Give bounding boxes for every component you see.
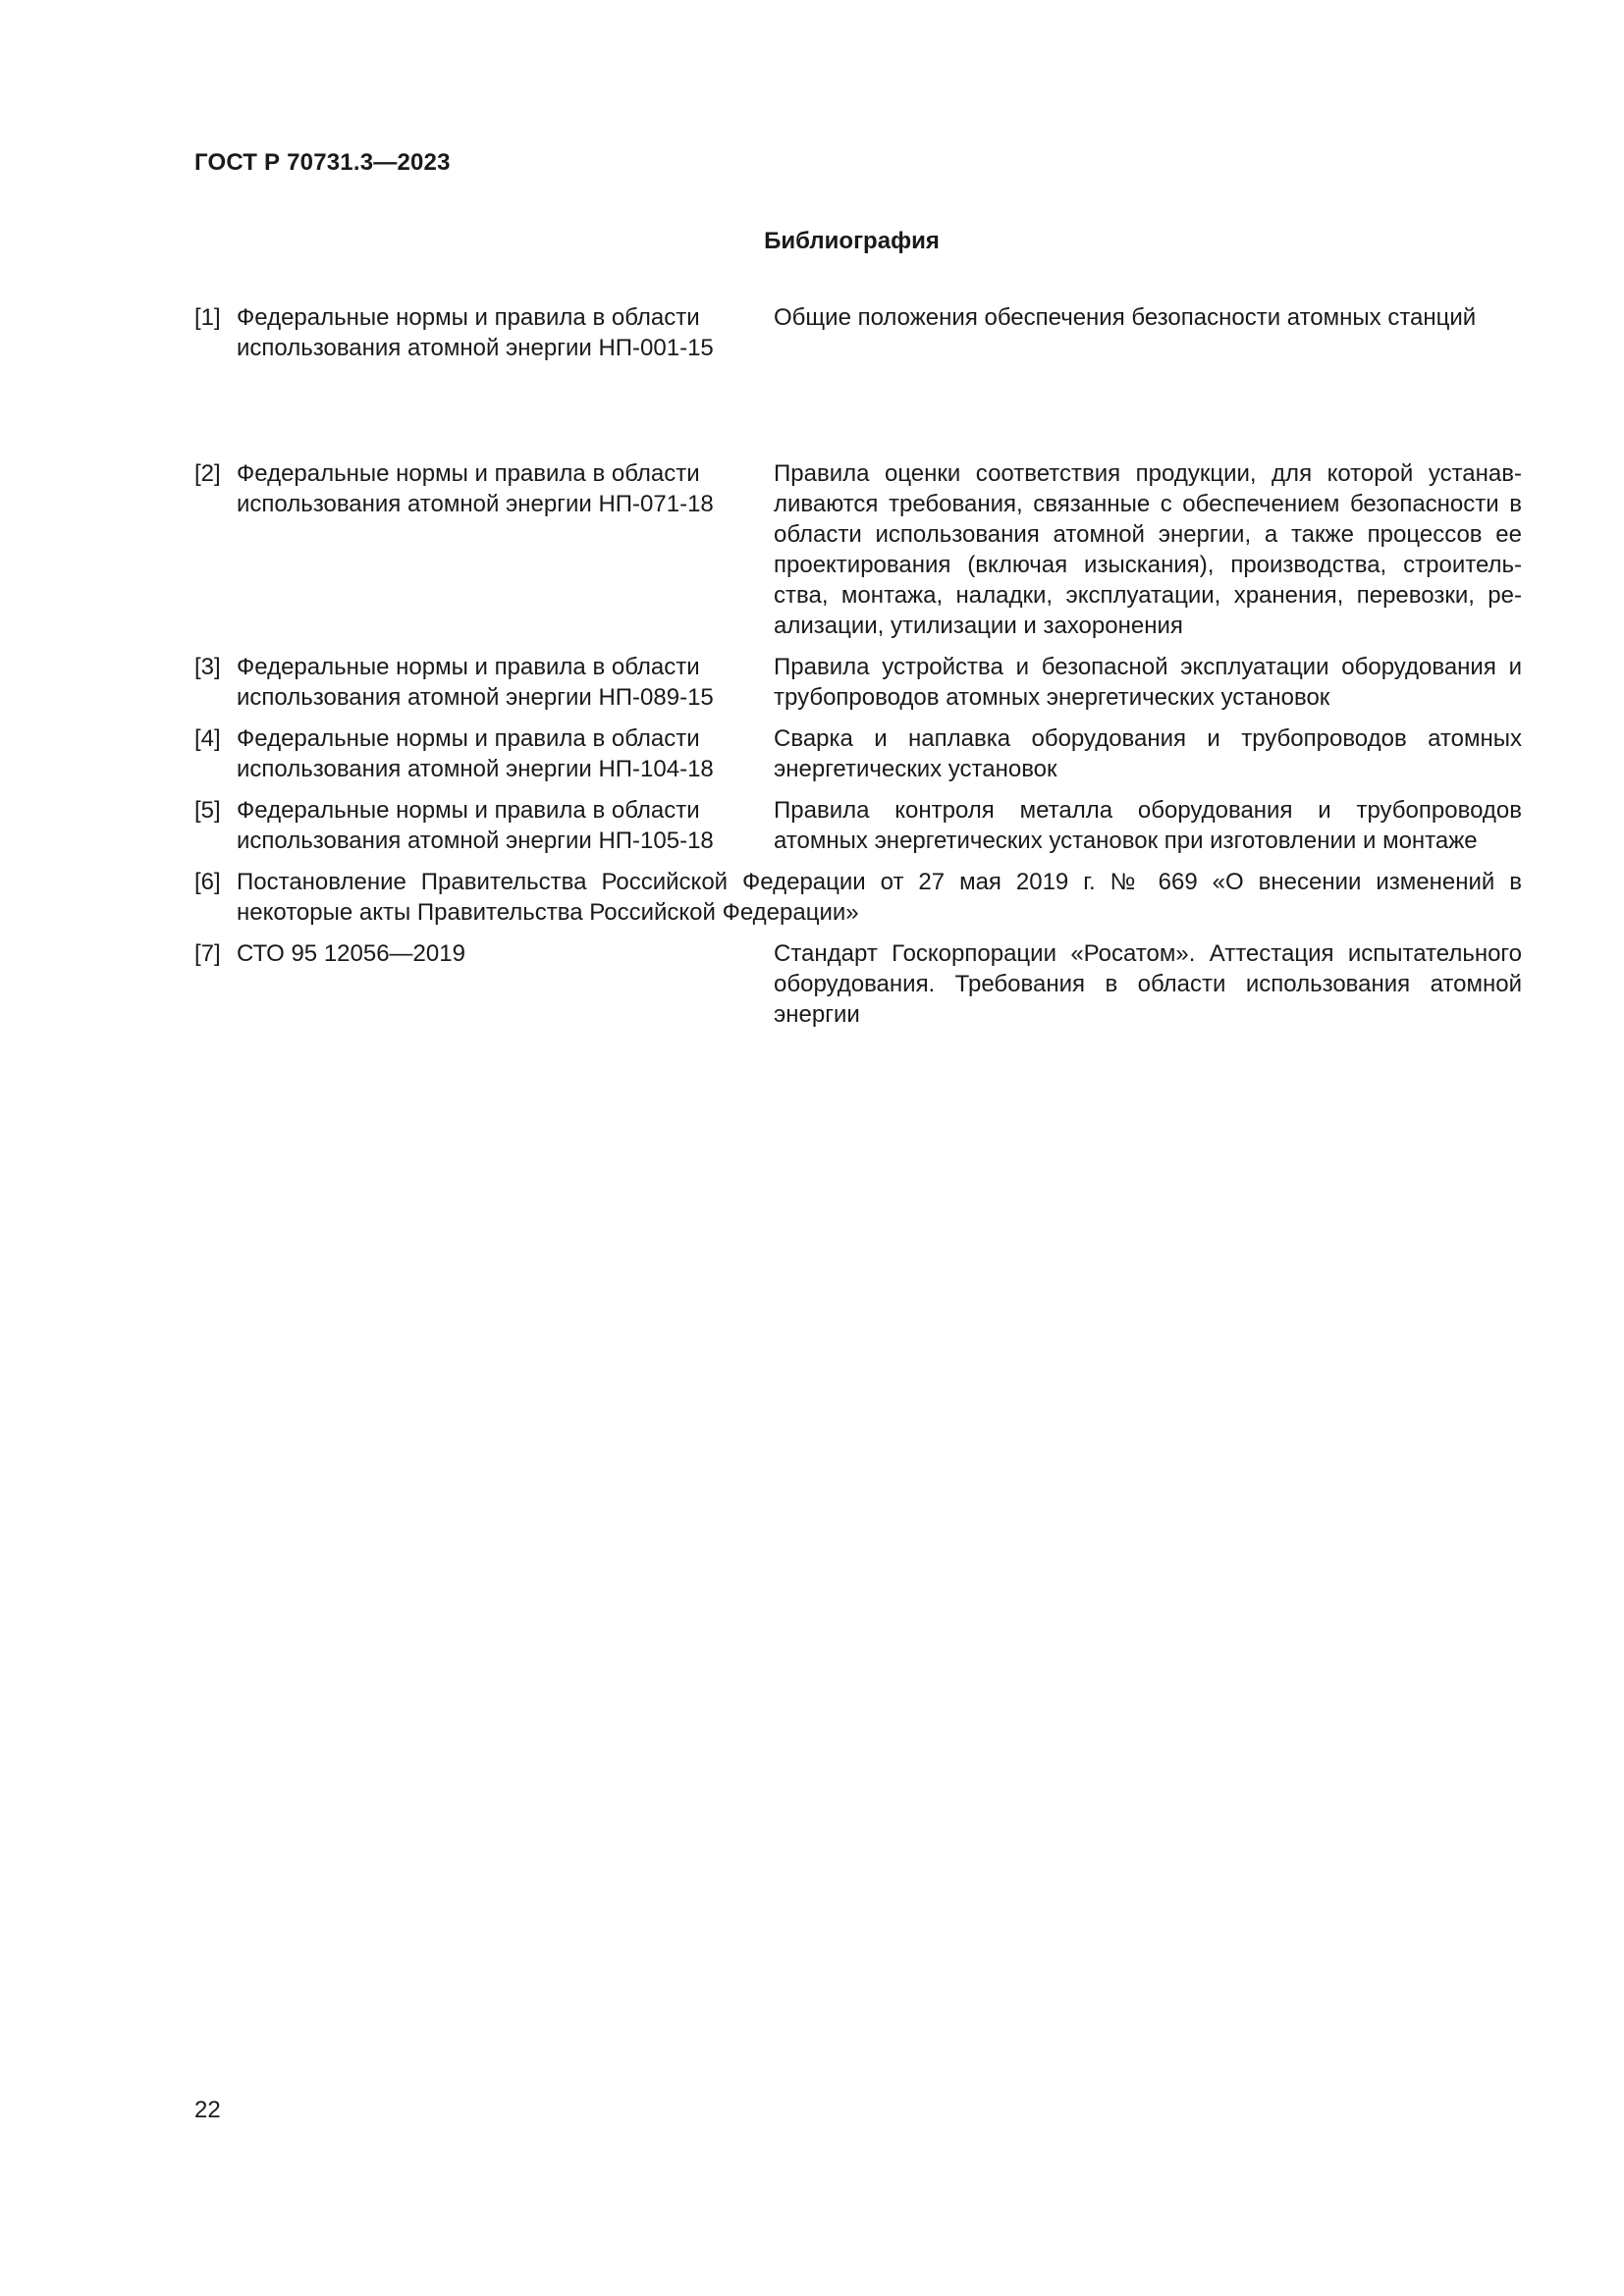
bibliography-entry-6 [194, 867, 1522, 928]
entry-full-text: Постановление Правительства Российской Федерации от 27 мая 2019 г. № 669 «О внесении изменений в некоторые акты Правительства Российской Федерации» [237, 869, 1522, 926]
entry-source: Федеральные нормы и правила в области использования атомной энергии НП-105-18 [237, 797, 714, 854]
bibliography-entry-5 [194, 795, 1522, 856]
entry-source: Федеральные нормы и правила в области использования атомной энергии НП-104-18 [237, 725, 714, 782]
entry-number: [6] [194, 869, 221, 895]
bibliography-entry-2 [194, 458, 1522, 641]
document-id-header: ГОСТ Р 70731.3—2023 [194, 149, 451, 176]
bibliography-entry-7 [194, 938, 1522, 1030]
entry-title: Правила контроля металла оборудования и трубопроводов атомных энергетических установок при изготовлении и монтаже [774, 797, 1522, 854]
bibliography-entry-1 [194, 302, 1522, 363]
bibliography-title: Библиография [764, 228, 940, 254]
entry-number: [4] [194, 725, 221, 752]
entry-source: Федеральные нормы и правила в области использования атомной энергии НП-001-15 [237, 304, 714, 361]
page-number: 22 [194, 2097, 221, 2123]
entry-number: [1] [194, 304, 221, 331]
entry-source: Федеральные нормы и правила в области использования атомной энергии НП-089-15 [237, 654, 714, 711]
entry-source: Федеральные нормы и правила в области использования атомной энергии НП-071-18 [237, 460, 714, 517]
entry-title: Правила устройства и безопасной эксплуатации оборудования и трубопроводов атомных энергетических установок [774, 654, 1522, 711]
entry-title: Общие положения обеспечения безопасности атомных станций [774, 304, 1477, 331]
entry-title: Правила оценки соответствия продукции, для которой устанавливаются требования, связанные с обеспечением безопасности в области использования атомной энергии, а также процессов ее проектирования (включая изыскания), производства, строительства, монтажа, наладки, эксплуатации, хранения, перевозки, реализации, утилизации и захоронения [774, 460, 1522, 639]
bibliography-entry-4 [194, 723, 1522, 784]
entry-number: [7] [194, 940, 221, 967]
bibliography-list [194, 302, 1522, 1030]
entry-title: Стандарт Госкорпорации «Росатом». Аттестация испытательного оборудования. Требования в области использования атомной энергии [774, 940, 1522, 1028]
entry-title: Сварка и наплавка оборудования и трубопроводов атомных энергетических установок [774, 725, 1522, 782]
bibliography-entry-3 [194, 652, 1522, 713]
entry-number: [2] [194, 460, 221, 487]
entry-source: СТО 95 12056—2019 [237, 940, 465, 967]
entry-number: [5] [194, 797, 221, 824]
entry-number: [3] [194, 654, 221, 680]
